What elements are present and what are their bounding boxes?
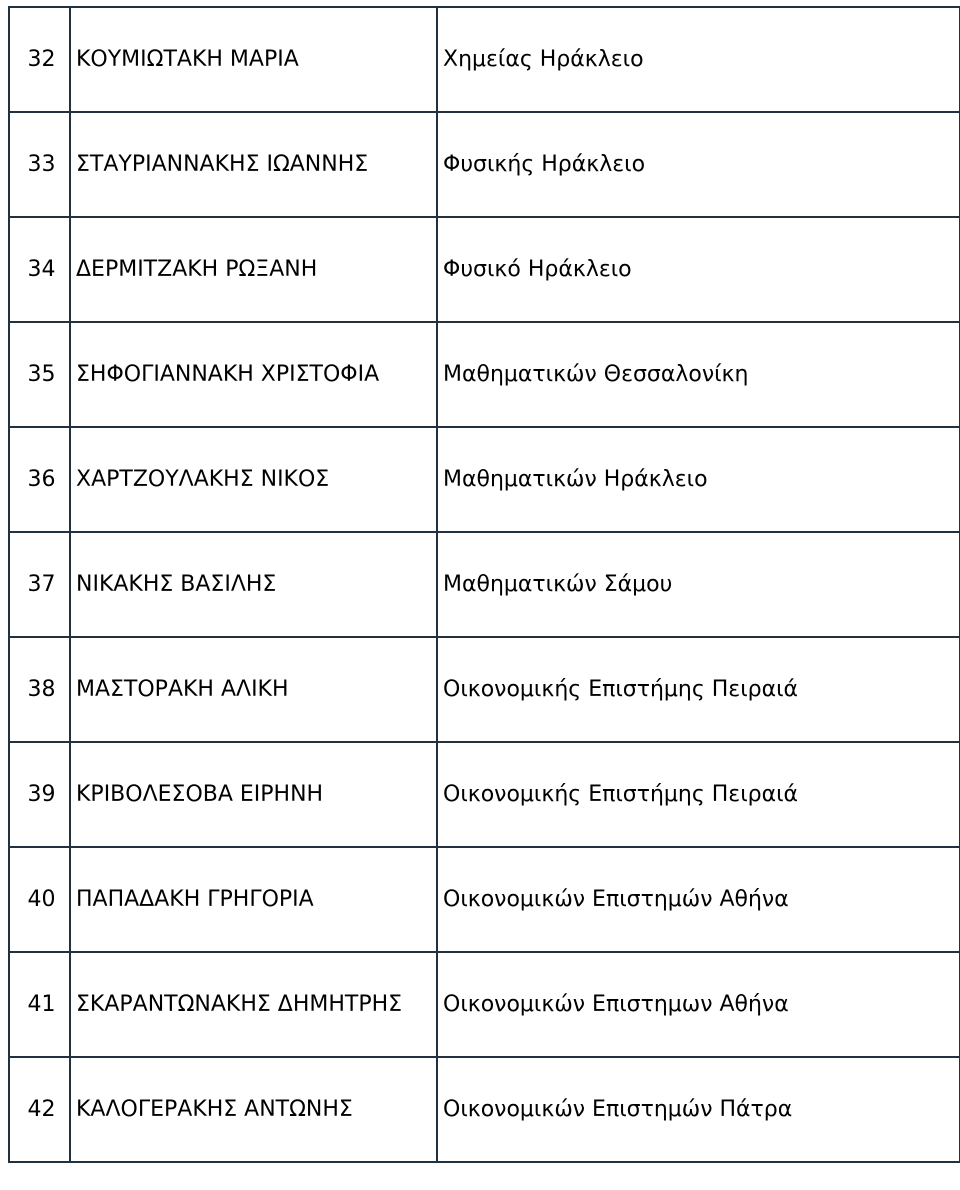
department-city: Φυσικό Ηράκλειο — [437, 217, 960, 322]
student-name: ΜΑΣΤΟΡΑΚΗ ΑΛΙΚΗ — [70, 637, 437, 742]
table-row — [9, 322, 960, 427]
row-number: 33 — [9, 112, 70, 217]
row-number: 37 — [9, 532, 70, 637]
table-row — [9, 112, 960, 217]
department-city: Μαθηματικών Θεσσαλονίκη — [437, 322, 960, 427]
student-name: ΔΕΡΜΙΤΖΑΚΗ ΡΩΞΑΝΗ — [70, 217, 437, 322]
table-row — [9, 952, 960, 1057]
department-city: Οικονομικών Επιστημων Αθήνα — [437, 952, 960, 1057]
row-number: 38 — [9, 637, 70, 742]
student-name: ΚΑΛΟΓΕΡΑΚΗΣ ΑΝΤΩΝΗΣ — [70, 1057, 437, 1162]
table-row — [9, 217, 960, 322]
student-name: ΚΡΙΒΟΛΕΣΟΒΑ ΕΙΡΗΝΗ — [70, 742, 437, 847]
department-city: Μαθηματικών Σάμου — [437, 532, 960, 637]
table-row — [9, 7, 960, 112]
student-name: ΣΚΑΡΑΝΤΩΝΑΚΗΣ ΔΗΜΗΤΡΗΣ — [70, 952, 437, 1057]
department-city: Φυσικής Ηράκλειο — [437, 112, 960, 217]
department-city: Οικονομικής Επιστήμης Πειραιά — [437, 637, 960, 742]
results-table-container — [8, 6, 959, 1163]
row-number: 39 — [9, 742, 70, 847]
row-number: 40 — [9, 847, 70, 952]
table-row — [9, 1057, 960, 1162]
table-row — [9, 742, 960, 847]
student-name: ΝΙΚΑΚΗΣ ΒΑΣΙΛΗΣ — [70, 532, 437, 637]
student-name: ΣΗΦΟΓΙΑΝΝΑΚΗ ΧΡΙΣΤΟΦΙΑ — [70, 322, 437, 427]
student-name: ΚΟΥΜΙΩΤΑΚΗ ΜΑΡΙΑ — [70, 7, 437, 112]
table-row — [9, 532, 960, 637]
department-city: Χημείας Ηράκλειο — [437, 7, 960, 112]
student-name: ΧΑΡΤΖΟΥΛΑΚΗΣ ΝΙΚΟΣ — [70, 427, 437, 532]
table-row — [9, 847, 960, 952]
department-city: Οικονομικών Επιστημών Πάτρα — [437, 1057, 960, 1162]
row-number: 42 — [9, 1057, 70, 1162]
row-number: 32 — [9, 7, 70, 112]
department-city: Μαθηματικών Ηράκλειο — [437, 427, 960, 532]
student-name: ΠΑΠΑΔΑΚΗ ΓΡΗΓΟΡΙΑ — [70, 847, 437, 952]
row-number: 35 — [9, 322, 70, 427]
row-number: 34 — [9, 217, 70, 322]
department-city: Οικονομικών Επιστημών Αθήνα — [437, 847, 960, 952]
row-number: 36 — [9, 427, 70, 532]
row-number: 41 — [9, 952, 70, 1057]
student-name: ΣΤΑΥΡΙΑΝΝΑΚΗΣ ΙΩΑΝΝΗΣ — [70, 112, 437, 217]
results-table — [8, 6, 960, 1163]
table-row — [9, 637, 960, 742]
table-row — [9, 427, 960, 532]
department-city: Οικονομικής Επιστήμης Πειραιά — [437, 742, 960, 847]
